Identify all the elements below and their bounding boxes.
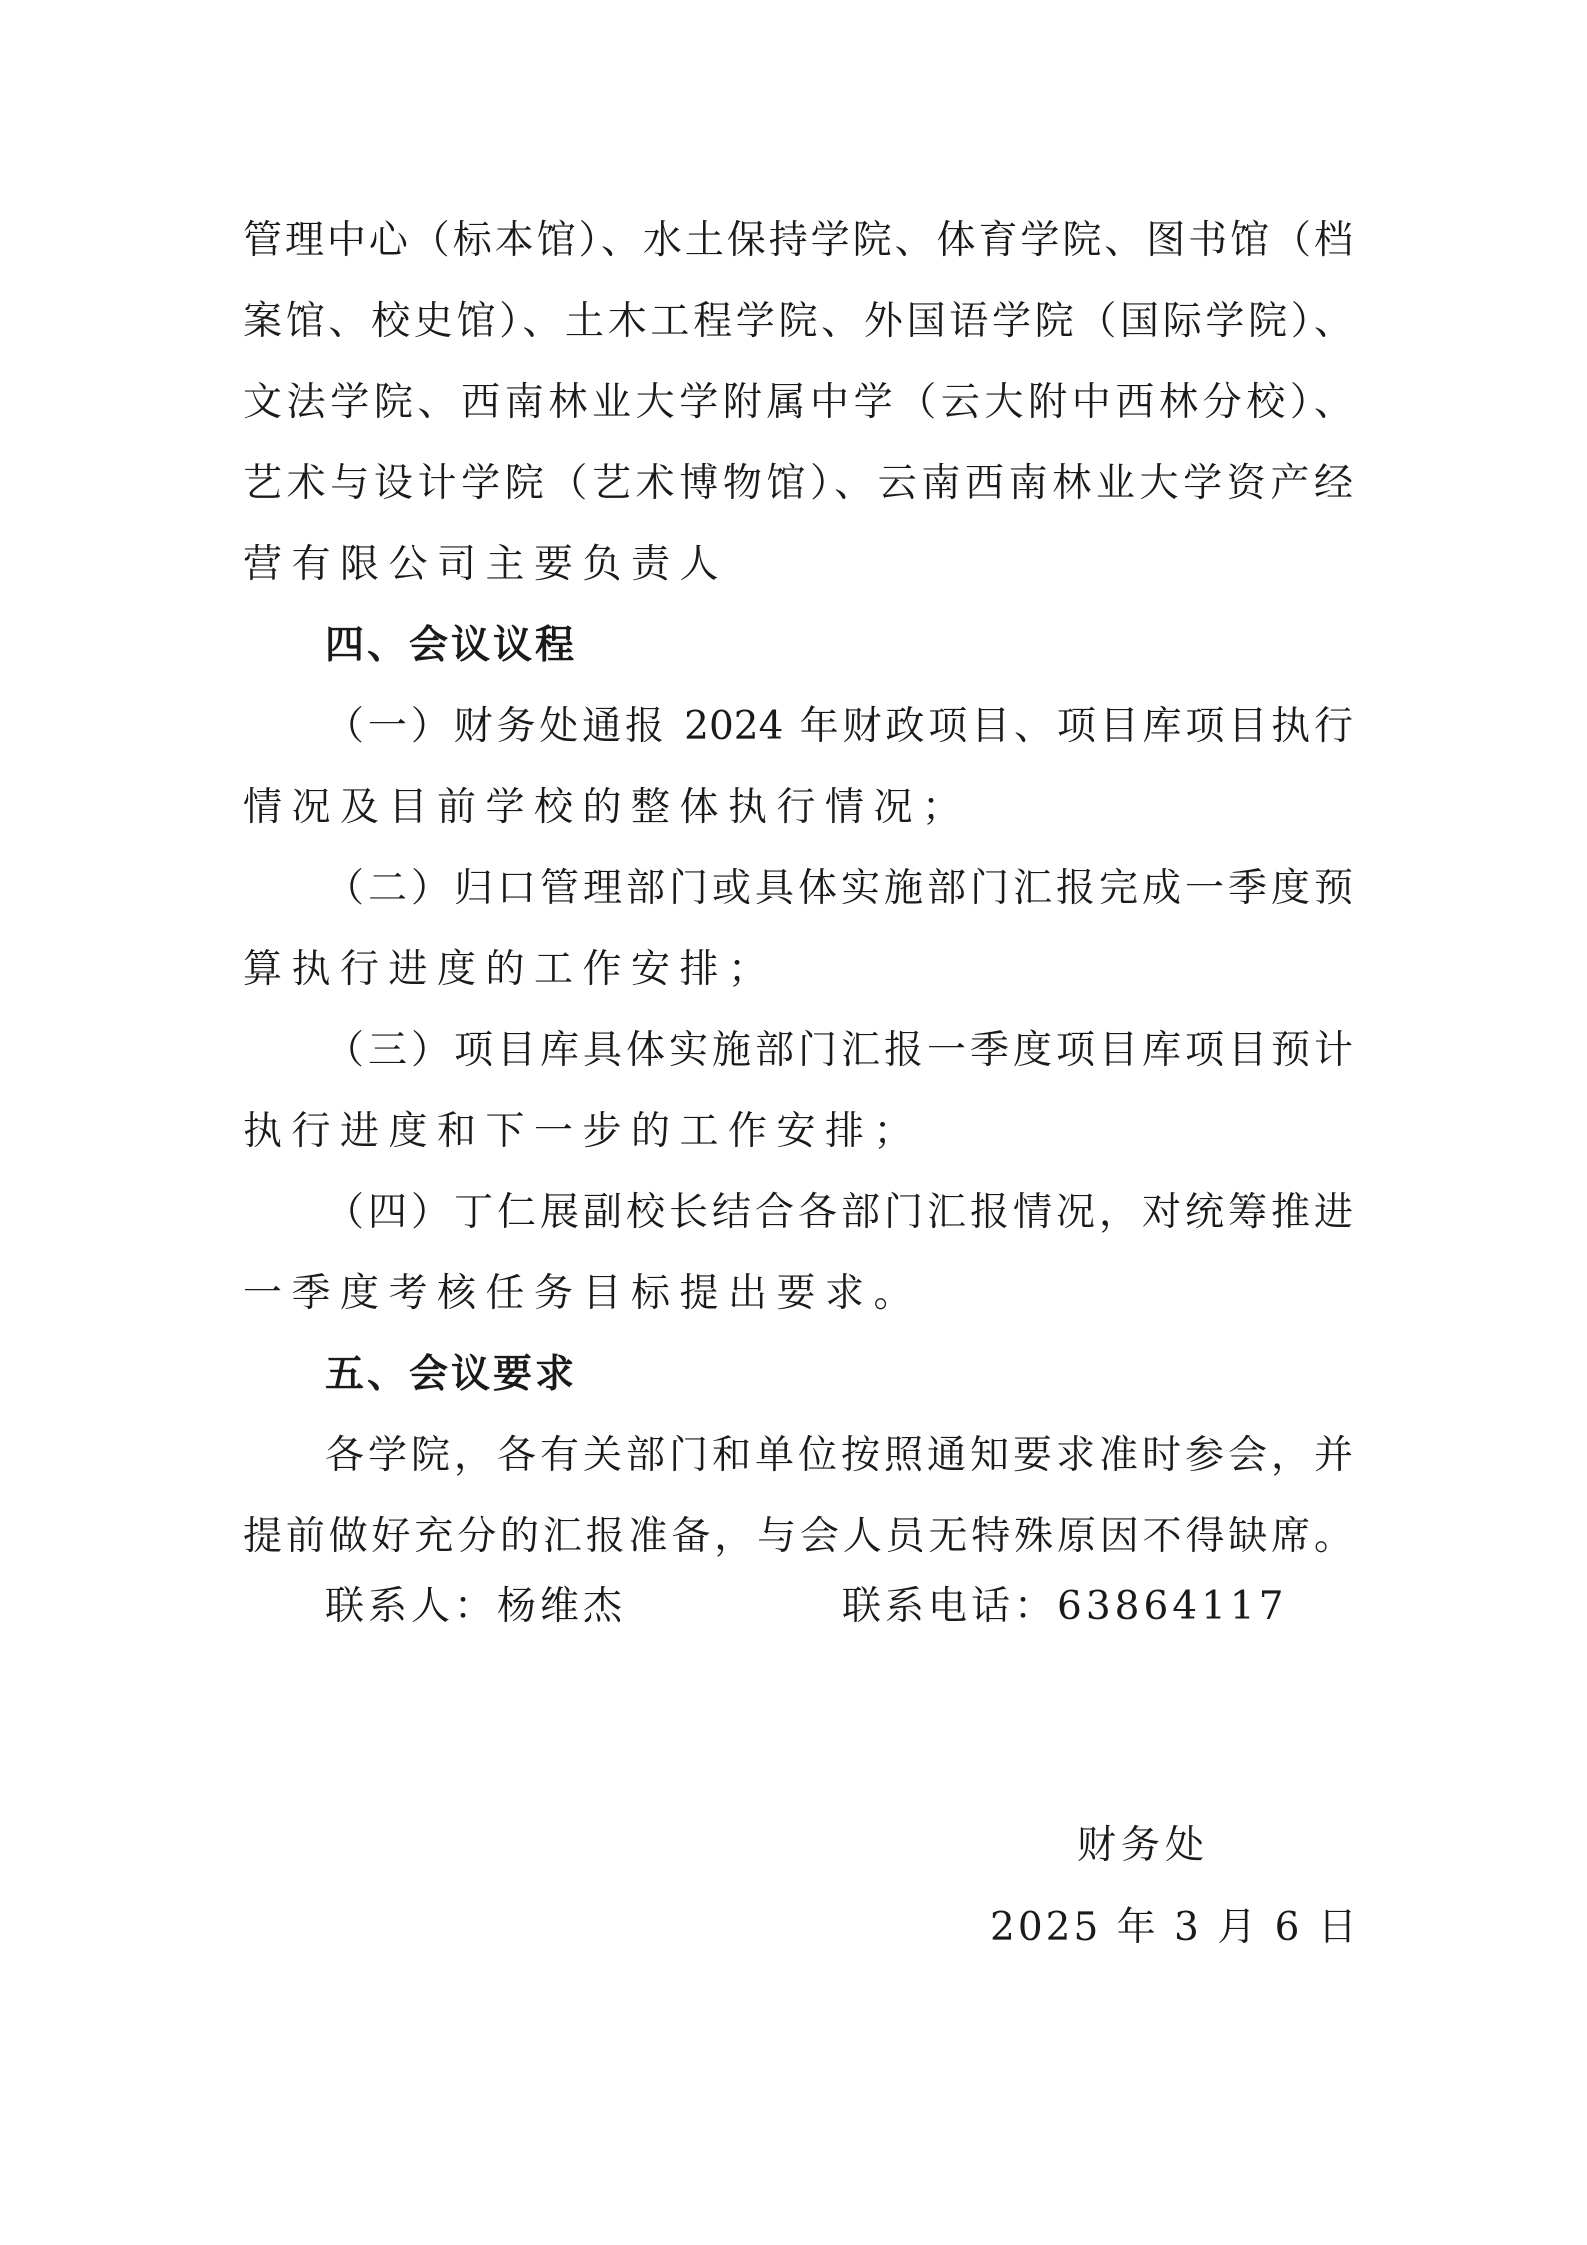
signature-org: 财务处	[1077, 1823, 1210, 1868]
agenda-line-2: 情况及目前学校的整体执行情况；	[243, 785, 971, 830]
requirements-heading: 五、会议要求	[325, 1352, 578, 1397]
requirements-line-2: 提前做好充分的汇报准备，与会人员无特殊原因不得缺席。	[243, 1514, 1353, 1559]
body-line-2: 案馆、校史馆）、土木工程学院、外国语学院（国际学院）、	[243, 299, 1353, 344]
body-line-4: 艺术与设计学院（艺术博物馆）、云南西南林业大学资产经	[243, 461, 1353, 506]
signature-date: 2025 年 3 月 6 日	[990, 1905, 1360, 1950]
agenda-line-7: （四）丁仁展副校长结合各部门汇报情况，对统筹推进	[325, 1190, 1353, 1235]
agenda-heading: 四、会议议程	[325, 623, 578, 668]
agenda-line-5: （三）项目库具体实施部门汇报一季度项目库项目预计	[325, 1028, 1353, 1073]
contact-phone: 联系电话：63864117	[842, 1584, 1288, 1629]
agenda-line-6: 执行进度和下一步的工作安排；	[243, 1109, 923, 1154]
requirements-line-1: 各学院，各有关部门和单位按照通知要求准时参会，并	[325, 1433, 1353, 1478]
agenda-line-1: （一）财务处通报 2024 年财政项目、项目库项目执行	[325, 704, 1353, 749]
agenda-line-3: （二）归口管理部门或具体实施部门汇报完成一季度预	[325, 866, 1353, 911]
agenda-line-4: 算执行进度的工作安排；	[243, 947, 777, 992]
body-line-3: 文法学院、西南林业大学附属中学（云大附中西林分校）、	[243, 380, 1353, 425]
body-line-5: 营有限公司主要负责人	[243, 542, 729, 587]
body-line-1: 管理中心（标本馆）、水土保持学院、体育学院、图书馆（档	[243, 218, 1353, 263]
contact-person: 联系人：杨维杰	[325, 1584, 627, 1629]
agenda-line-8: 一季度考核任务目标提出要求。	[243, 1271, 923, 1316]
